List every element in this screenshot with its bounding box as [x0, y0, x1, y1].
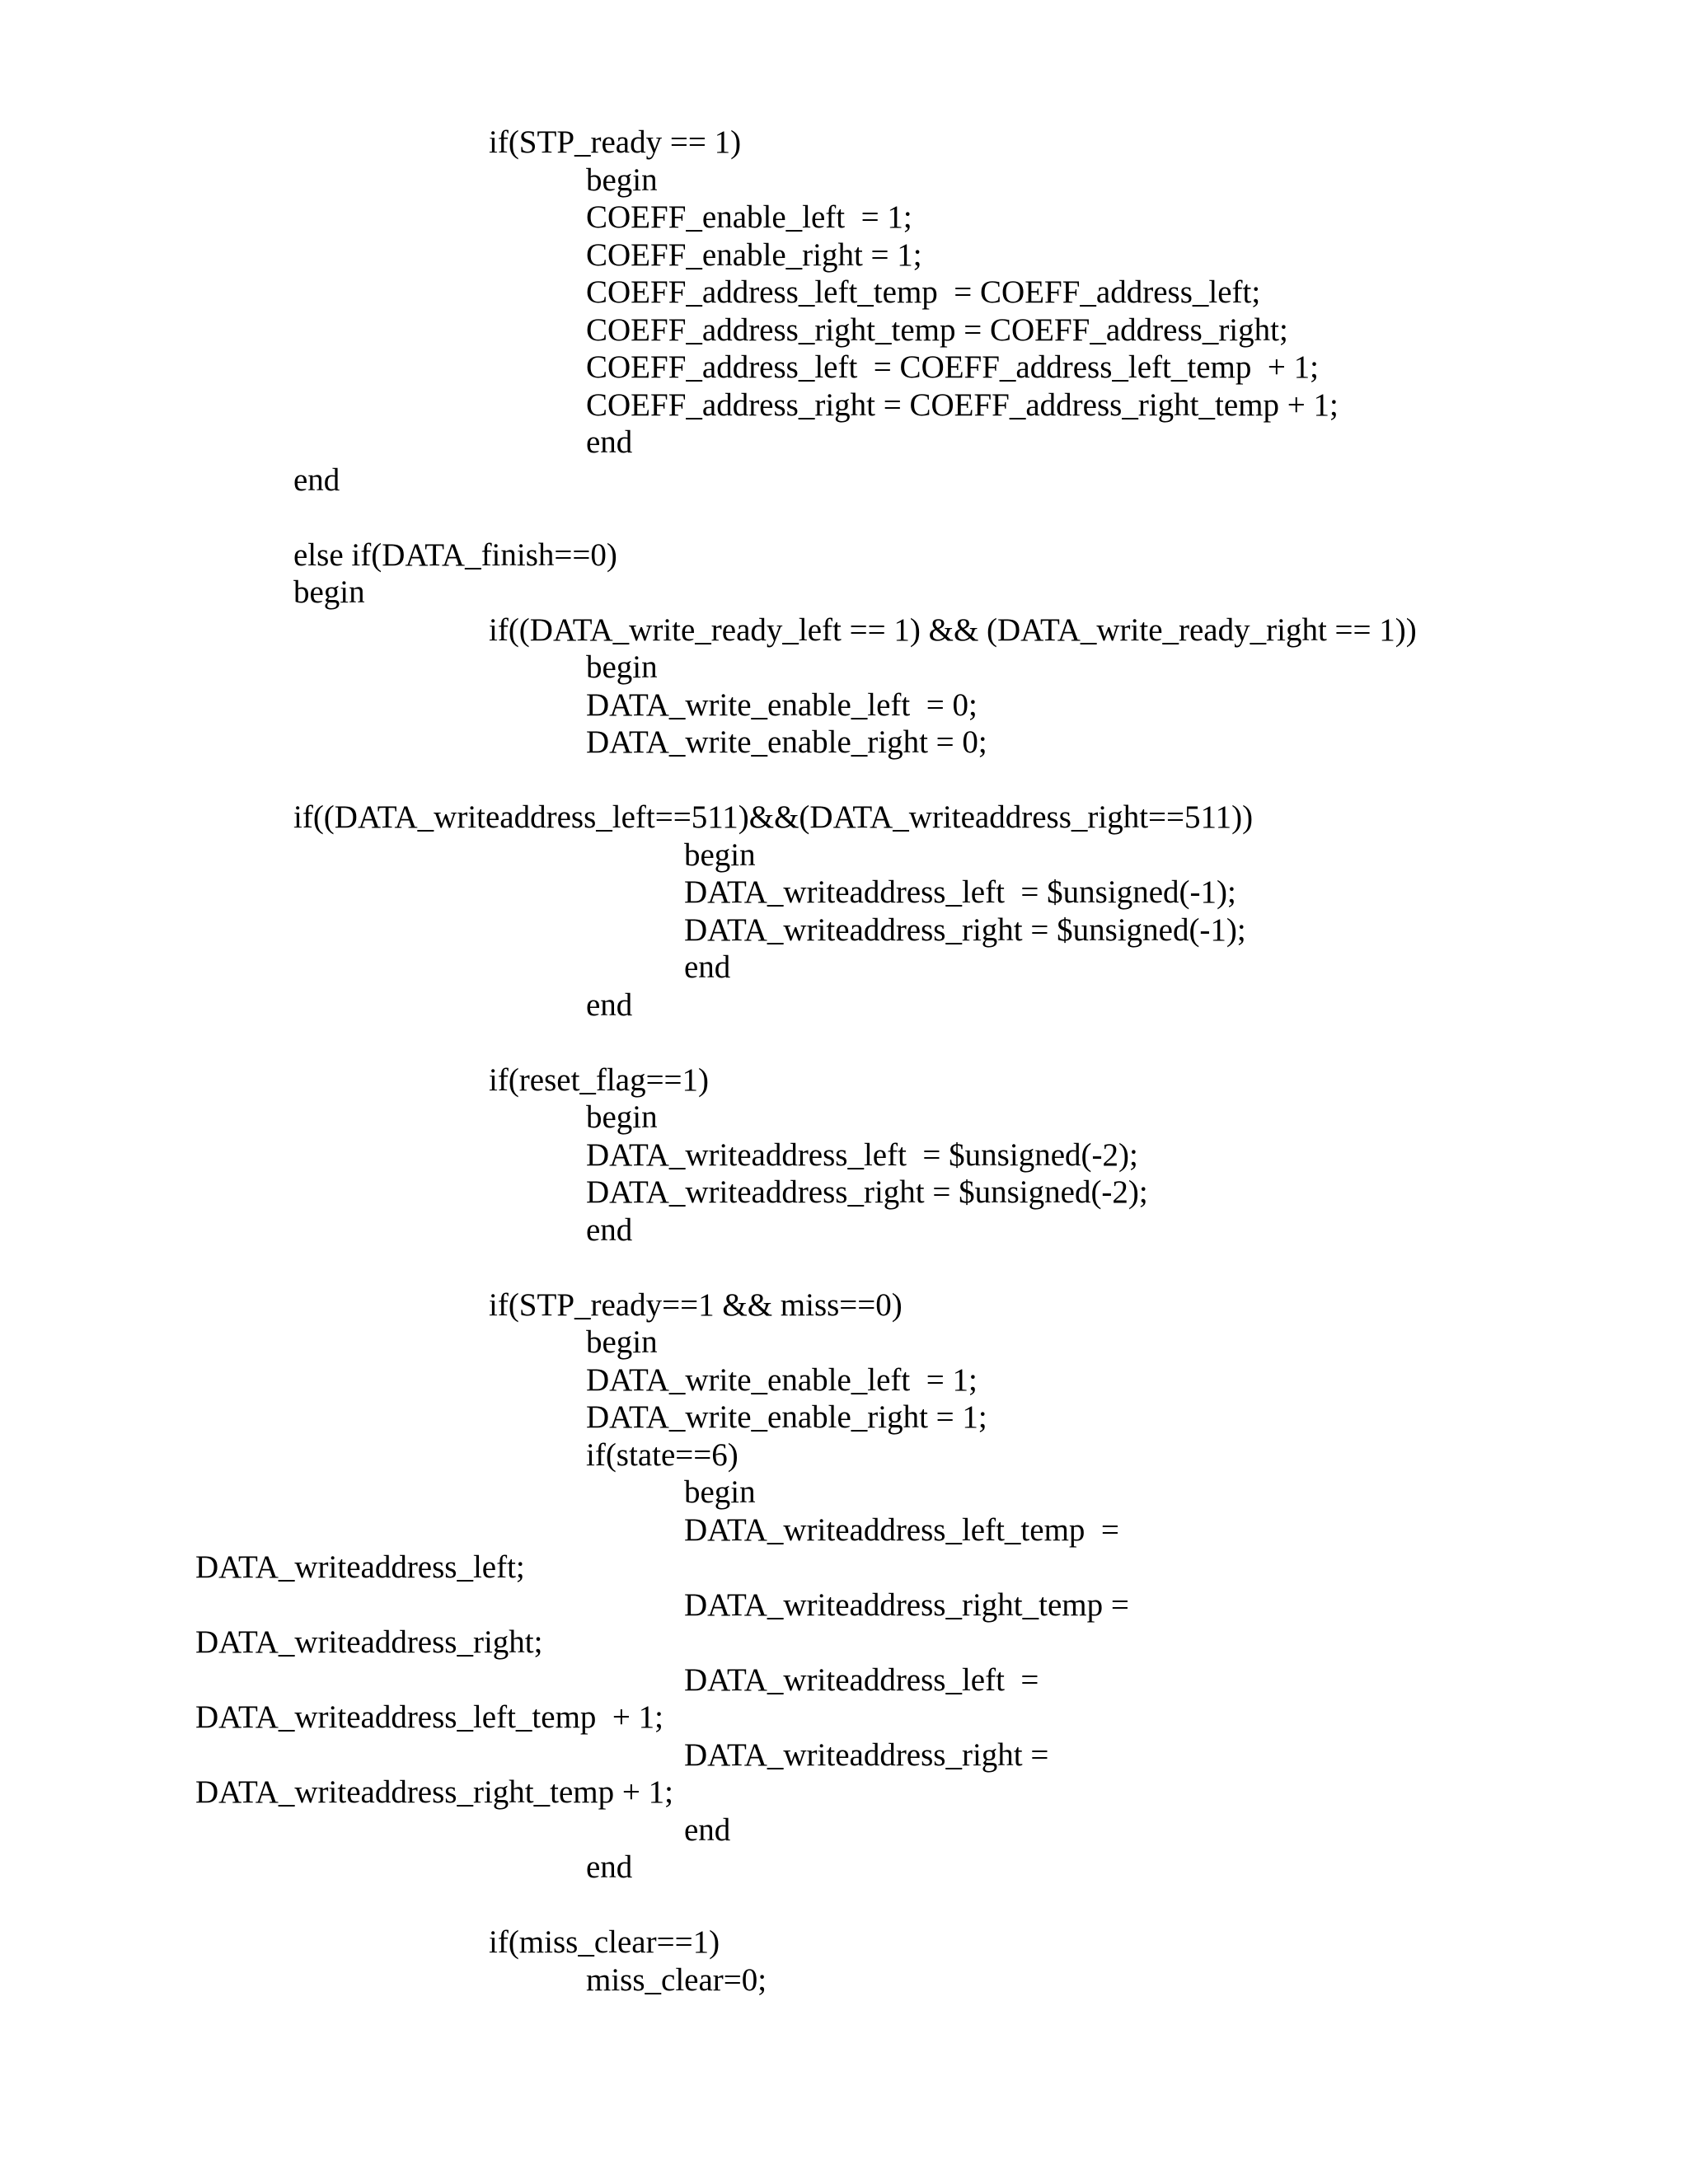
code-line: COEFF_address_left = COEFF_address_left_temp + 1;: [586, 349, 1319, 385]
code-line: DATA_writeaddress_right =: [684, 1737, 1049, 1773]
code-line: if(STP_ready == 1): [489, 124, 742, 160]
code-line: DATA_write_enable_left = 1;: [586, 1362, 978, 1398]
code-line: COEFF_address_right_temp = COEFF_address_right;: [586, 312, 1288, 348]
code-line: end: [684, 1812, 731, 1848]
code-line: DATA_writeaddress_left_temp + 1;: [195, 1699, 663, 1735]
code-line: DATA_writeaddress_left;: [195, 1549, 525, 1585]
code-line: DATA_write_enable_right = 1;: [586, 1399, 987, 1435]
code-line: begin: [684, 837, 756, 873]
code-line: begin: [586, 162, 658, 198]
code-line: DATA_writeaddress_left =: [684, 1662, 1039, 1698]
code-line: DATA_writeaddress_left = $unsigned(-2);: [586, 1137, 1138, 1173]
code-line: if(state==6): [586, 1437, 738, 1473]
code-line: begin: [586, 1324, 658, 1360]
code-line: if(reset_flag==1): [489, 1062, 710, 1098]
code-line: if((DATA_writeaddress_left==511)&&(DATA_writeaddress_right==511)): [293, 799, 1254, 835]
code-line: COEFF_enable_right = 1;: [586, 237, 922, 273]
code-line: if(miss_clear==1): [489, 1924, 720, 1960]
code-line: end: [586, 1212, 633, 1248]
code-line: begin: [684, 1474, 756, 1510]
code-line: if((DATA_write_ready_left == 1) && (DATA_write_ready_right == 1)): [489, 612, 1417, 648]
code-line: DATA_writeaddress_left_temp =: [684, 1512, 1119, 1548]
code-line: DATA_write_enable_right = 0;: [586, 724, 987, 760]
code-line: COEFF_enable_left = 1;: [586, 199, 912, 235]
code-line: end: [293, 462, 340, 498]
code-line: DATA_writeaddress_right;: [195, 1624, 543, 1660]
code-line: begin: [586, 1099, 658, 1135]
code-line: else if(DATA_finish==0): [293, 537, 617, 573]
code-line: begin: [586, 649, 658, 685]
code-line: if(STP_ready==1 && miss==0): [489, 1287, 903, 1323]
code-line: COEFF_address_right = COEFF_address_right_temp + 1;: [586, 387, 1339, 423]
code-line: DATA_write_enable_left = 0;: [586, 687, 978, 723]
code-line: miss_clear=0;: [586, 1962, 767, 1998]
code-line: DATA_writeaddress_right_temp =: [684, 1587, 1129, 1623]
code-line: DATA_writeaddress_right = $unsigned(-1);: [684, 912, 1246, 948]
code-line: COEFF_address_left_temp = COEFF_address_left;: [586, 274, 1261, 310]
code-line: begin: [293, 574, 365, 610]
code-line: end: [586, 424, 633, 460]
code-line: end: [586, 1849, 633, 1885]
code-line: end: [684, 949, 731, 985]
code-line: DATA_writeaddress_right_temp + 1;: [195, 1774, 673, 1810]
code-line: DATA_writeaddress_right = $unsigned(-2);: [586, 1174, 1148, 1210]
code-line: DATA_writeaddress_left = $unsigned(-1);: [684, 874, 1236, 910]
code-line: end: [586, 987, 633, 1023]
